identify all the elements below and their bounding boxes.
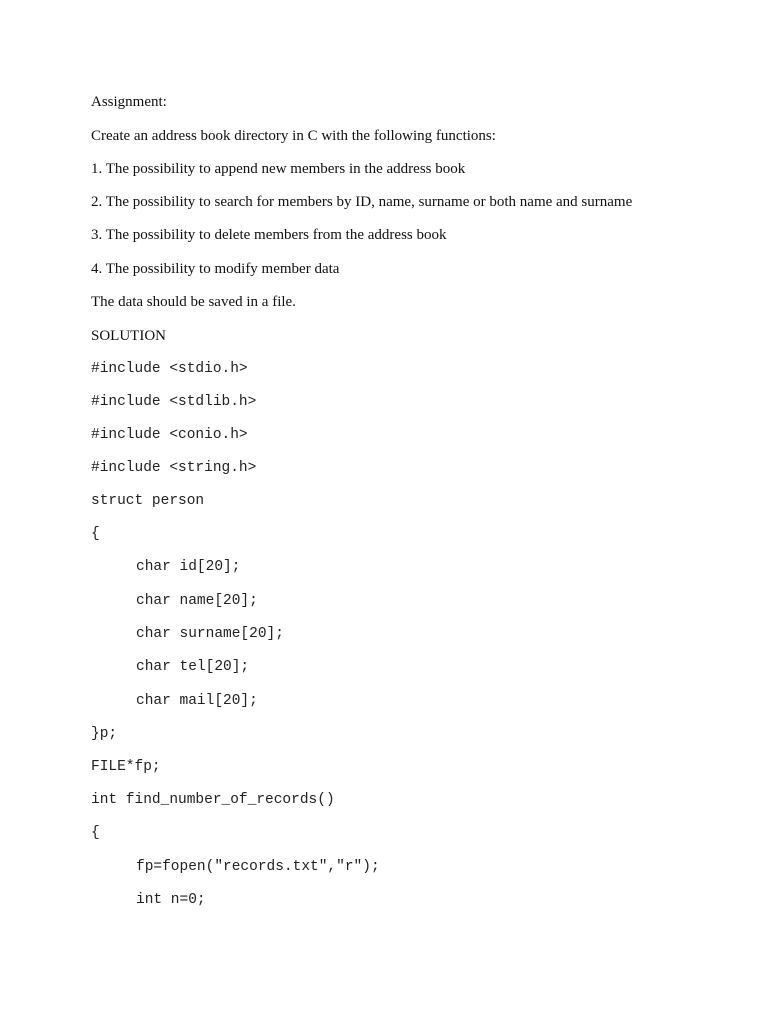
code-line: char tel[20]; xyxy=(136,659,250,675)
code-line: char id[20]; xyxy=(136,559,241,575)
code-line: #include <stdio.h> xyxy=(91,361,248,377)
code-line: int find_number_of_records() xyxy=(91,792,335,808)
code-line: #include <stdlib.h> xyxy=(91,394,257,410)
code-line: { xyxy=(91,526,100,542)
code-line: { xyxy=(91,825,100,841)
requirement-item: 2. The possibility to search for members by ID, name, surname or both name and surname xyxy=(91,194,633,210)
code-line: struct person xyxy=(91,493,205,509)
code-line: int n=0; xyxy=(136,892,206,908)
assignment-heading: Assignment: xyxy=(91,94,167,110)
requirement-item: 3. The possibility to delete members from the address book xyxy=(91,227,447,243)
solution-heading: SOLUTION xyxy=(91,328,166,344)
code-line: char surname[20]; xyxy=(136,626,284,642)
code-line: #include <conio.h> xyxy=(91,427,248,443)
code-line: char name[20]; xyxy=(136,593,258,609)
code-line: FILE*fp; xyxy=(91,759,161,775)
requirement-item: 1. The possibility to append new members in the address book xyxy=(91,161,466,177)
code-line: char mail[20]; xyxy=(136,693,258,709)
requirement-note: The data should be saved in a file. xyxy=(91,294,296,310)
code-line: }p; xyxy=(91,726,118,742)
assignment-description: Create an address book directory in C with the following functions: xyxy=(91,128,496,144)
code-line: #include <string.h> xyxy=(91,460,257,476)
requirement-item: 4. The possibility to modify member data xyxy=(91,261,340,277)
code-line: fp=fopen("records.txt","r"); xyxy=(136,859,380,875)
